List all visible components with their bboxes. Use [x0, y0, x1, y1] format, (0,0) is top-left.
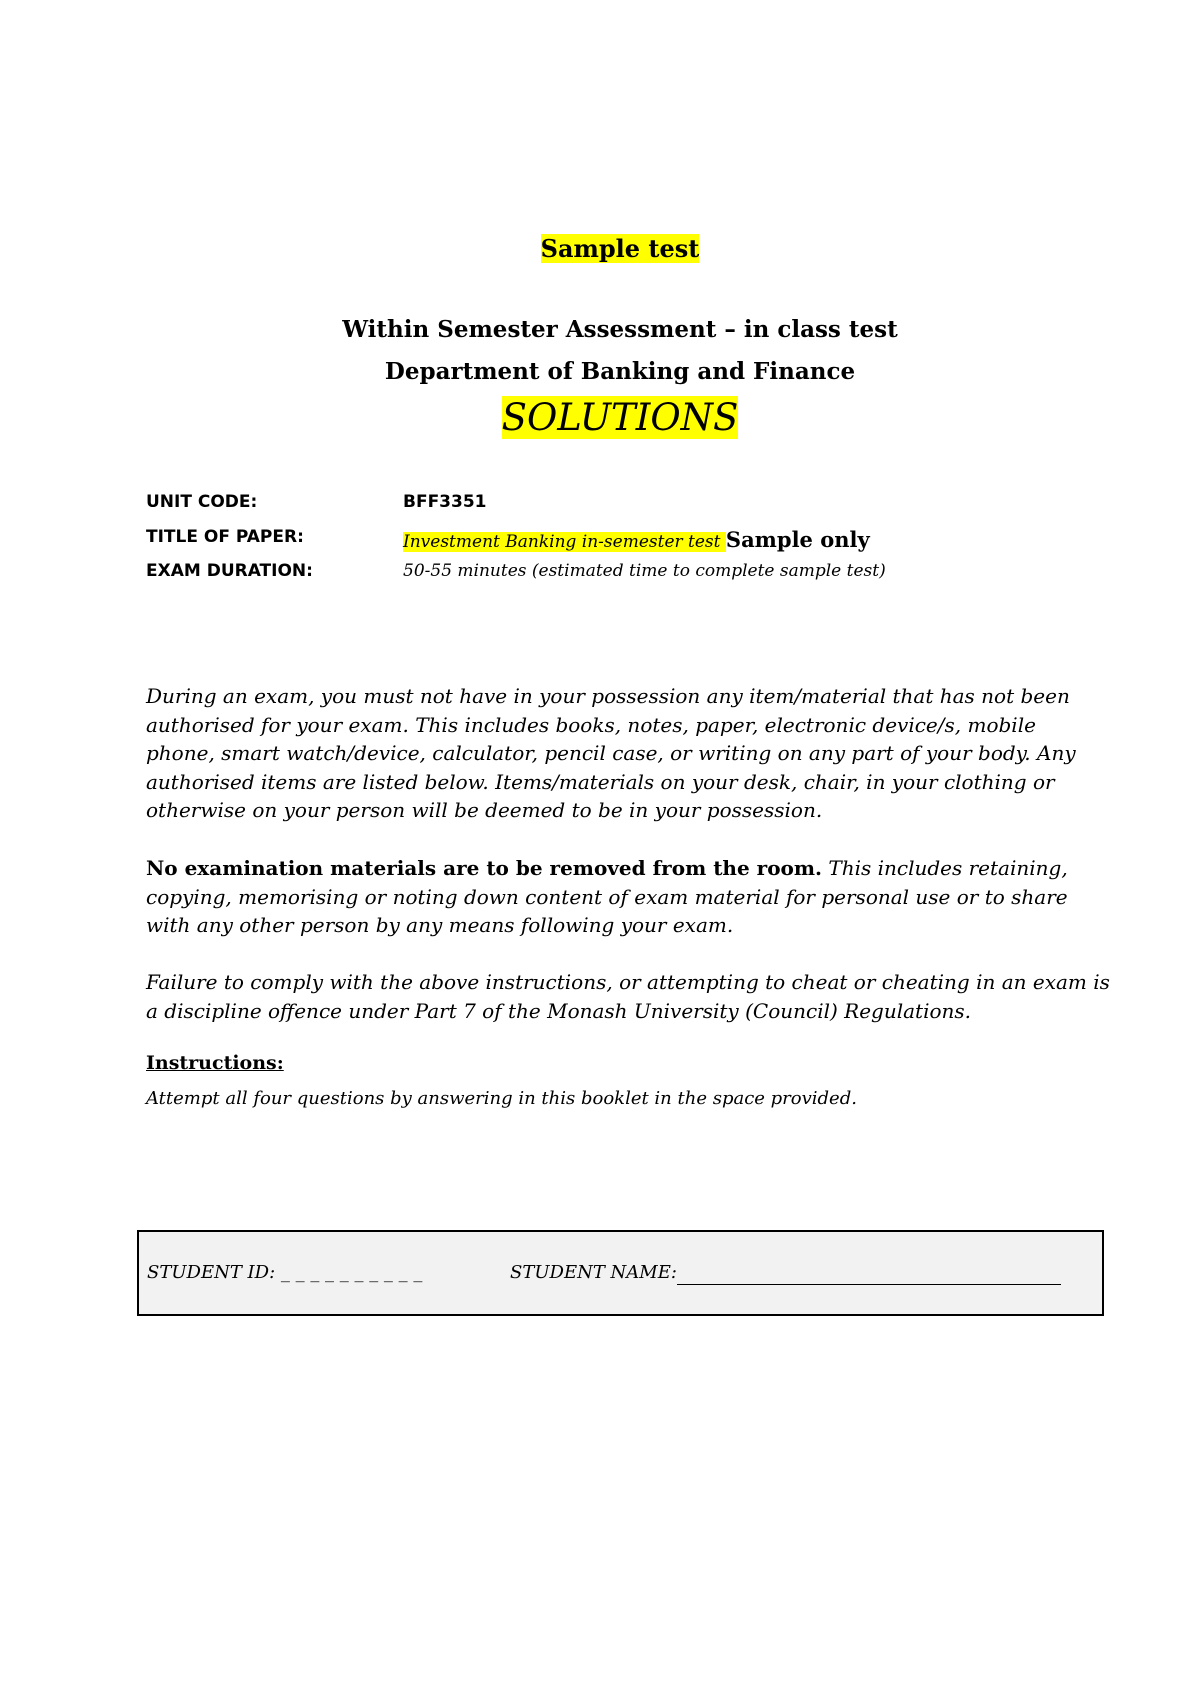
solutions-title [0, 396, 1200, 439]
title-of-paper-text: Investment Banking in-semester test [403, 532, 726, 552]
title-of-paper-value [403, 527, 870, 552]
materials-rules-paragraph [146, 854, 1111, 940]
exam-duration-label: EXAM DURATION: [146, 561, 313, 581]
solutions-text: SOLUTIONS [501, 396, 739, 439]
unit-code-value: BFF3351 [403, 492, 487, 512]
title-of-paper-label: TITLE OF PAPER: [146, 527, 304, 547]
department-title: Department of Banking and Finance [384, 358, 856, 385]
instructions-heading: Instructions: [146, 1052, 284, 1074]
sample-only-text: Sample only [725, 527, 870, 552]
assessment-title: Within Semester Assessment – in class test [342, 316, 898, 343]
student-details-box [137, 1230, 1104, 1316]
sample-test-title [0, 234, 1200, 263]
student-name-label: STUDENT NAME: [510, 1262, 677, 1283]
instructions-text: Attempt all four questions by answering in this booklet in the space provided. [146, 1088, 857, 1109]
materials-rules-bold: No examination materials are to be removed from the room. [146, 856, 822, 880]
discipline-paragraph: Failure to comply with the above instructions, or attempting to cheat or cheating in an exam is a discipline offence under Part 7 of the Monash University (Council) Regulations. [146, 970, 1110, 1023]
exam-duration-value: 50-55 minutes (estimated time to complete sample test) [403, 561, 886, 581]
materials-rules-rest: This includes retaining, copying, memorising or noting down content of exam material for personal use or to share with any other person by any means following your exam. [146, 856, 1068, 937]
unit-code-label: UNIT CODE: [146, 492, 258, 512]
student-id-field[interactable]: STUDENT ID: _ _ _ _ _ _ _ _ _ _ [147, 1262, 423, 1283]
student-name-field[interactable] [677, 1284, 1061, 1285]
possession-rules-paragraph: During an exam, you must not have in your possession any item/material that has not been authorised for your exam. This includes books, notes, paper, electronic device/s, mobile phone, smart watch/device, calculator, pencil case, or writing on any part of your body. Any authorised items are listed below. Items/materials on your desk, chair, in your clothing or otherwise on your person will be deemed to be in your possession. [146, 684, 1076, 822]
sample-test-text: Sample test [540, 234, 700, 263]
